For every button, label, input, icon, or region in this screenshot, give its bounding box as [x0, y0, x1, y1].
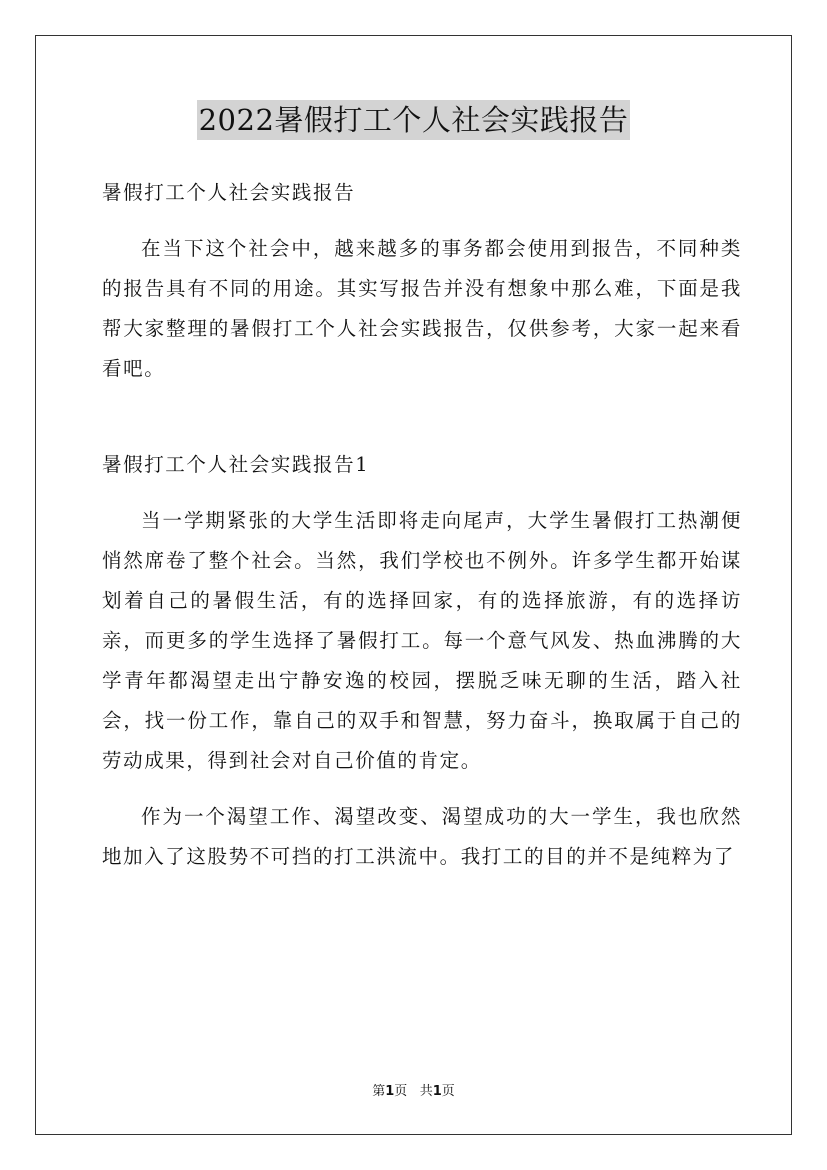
section-heading: 暑假打工个人社会实践报告1 [102, 453, 370, 476]
total-suffix: 页 [441, 1084, 455, 1099]
page-suffix: 页 [394, 1084, 408, 1099]
title-container [0, 100, 827, 140]
intro-paragraph: 在当下这个社会中，越来越多的事务都会使用到报告，不同种类的报告具有不同的用途。其实写报告并没有想象中那么难，下面是我帮大家整理的暑假打工个人社会实践报告，仅供参考，大家一起来看看吧。 [102, 237, 742, 380]
page-number: 1 [385, 1084, 395, 1099]
page-footer [0, 1083, 827, 1101]
document-subtitle: 暑假打工个人社会实践报告 [102, 181, 356, 204]
total-pages: 1 [432, 1084, 442, 1099]
document-body [102, 173, 742, 877]
body-paragraph-2: 作为一个渴望工作、渴望改变、渴望成功的大一学生，我也欣然地加入了这股势不可挡的打工洪流中。我打工的目的并不是纯粹为了 [102, 805, 742, 868]
page-prefix: 第 [372, 1084, 386, 1099]
document-title: 2022暑假打工个人社会实践报告 [197, 100, 631, 140]
section-spacer [102, 389, 742, 445]
body-paragraph-1: 当一学期紧张的大学生活即将走向尾声，大学生暑假打工热潮便悄然席卷了整个社会。当然，我们学校也不例外。许多学生都开始谋划着自己的暑假生活，有的选择回家，有的选择旅游，有的选择访亲，而更多的学生选择了暑假打工。每一个意气风发、热血沸腾的大学青年都渴望走出宁静安逸的校园，摆脱乏味无聊的生活，踏入社会，找一份工作，靠自己的双手和智慧，努力奋斗，换取属于自己的劳动成果，得到社会对自己价值的肯定。 [102, 509, 742, 772]
total-prefix: 共 [419, 1084, 433, 1099]
